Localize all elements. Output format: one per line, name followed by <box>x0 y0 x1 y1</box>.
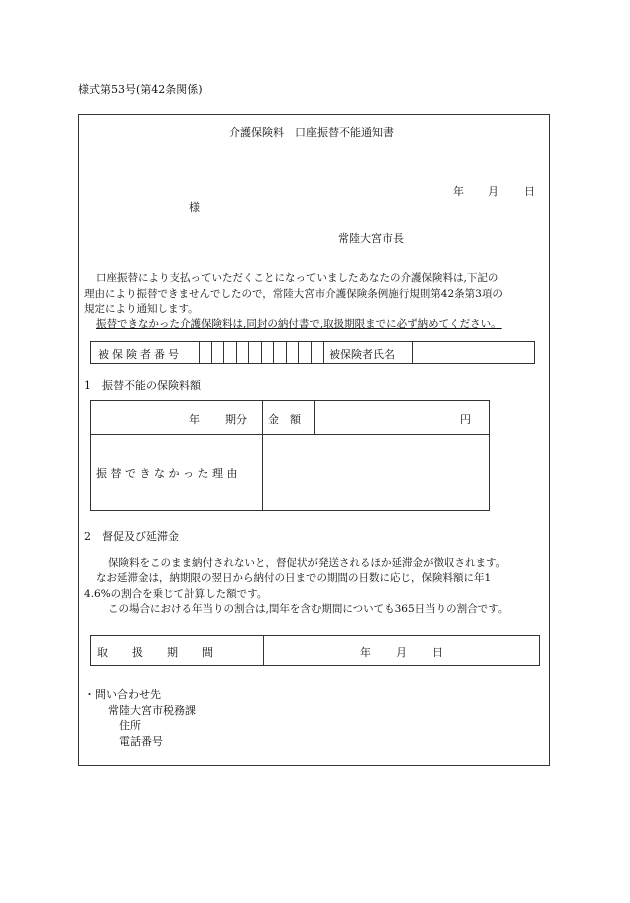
date-year: 年 <box>453 185 464 198</box>
reason-label: 振替できなかった理由 <box>96 467 241 480</box>
deadline-month: 月 <box>396 646 407 659</box>
deadline-day: 日 <box>432 646 443 659</box>
insured-name-label: 被保険者氏名 <box>329 348 395 361</box>
form-number: 様式第53号(第42条関係) <box>78 83 203 96</box>
insured-number-label: 被保険者番号 <box>98 348 182 361</box>
reason-field[interactable] <box>263 435 489 510</box>
premium-yen-label: 円 <box>460 413 471 426</box>
section2-para-3: この場合における年当りの割合は,閏年を含む期間についても365日当りの割合です。 <box>108 603 509 615</box>
section1-heading: 1 振替不能の保険料額 <box>84 379 201 392</box>
date-day: 日 <box>524 185 535 198</box>
deadline-year: 年 <box>360 646 371 659</box>
premium-amount-field[interactable] <box>315 401 455 433</box>
contact-phone-label: 電話番号 <box>119 735 163 748</box>
intro-line-4: 振替できなかった介護保険料は,同封の納付書で,取扱期限までに必ず納めてください。 <box>96 318 502 330</box>
section2-heading: 2 督促及び延滞金 <box>84 530 179 543</box>
notice-title: 介護保険料 口座振替不能通知書 <box>229 126 394 139</box>
section2-para-2a: なお延滞金は，納期限の翌日から納付の日までの期間の日数に応じ，保険料額に年1 <box>96 572 492 584</box>
premium-period-label: 期分 <box>225 413 247 426</box>
contact-heading: ・問い合わせ先 <box>84 688 161 701</box>
intro-line-2: 理由により振替できませんでしたので，常陸大宮市介護保険条例施行規則第42条第3項の <box>84 288 503 300</box>
insured-number-cell[interactable] <box>211 341 212 364</box>
insured-name-field[interactable] <box>413 342 533 363</box>
addressee-suffix: 様 <box>189 201 200 214</box>
section2-para-1: 保険料をこのまま納付されないと，督促状が発送されるほか延滞金が徴収されます。 <box>108 557 507 569</box>
intro-line-1: 口座振替により支払っていただくことになっていましたあなたの介護保険料は,下記の <box>96 272 499 284</box>
intro-line-3: 規定により通知します。 <box>84 303 199 315</box>
contact-office: 常陸大宮市税務課 <box>108 704 196 717</box>
premium-year-label: 年 <box>189 413 200 426</box>
deadline-label: 取扱期間 <box>97 646 237 659</box>
date-month: 月 <box>488 185 499 198</box>
section2-para-2b: 4.6%の割合を乗じて計算した額です。 <box>84 588 268 600</box>
contact-address-label: 住所 <box>119 719 141 732</box>
premium-amount-label: 金 額 <box>268 413 301 426</box>
issuer: 常陸大宮市長 <box>338 232 404 245</box>
